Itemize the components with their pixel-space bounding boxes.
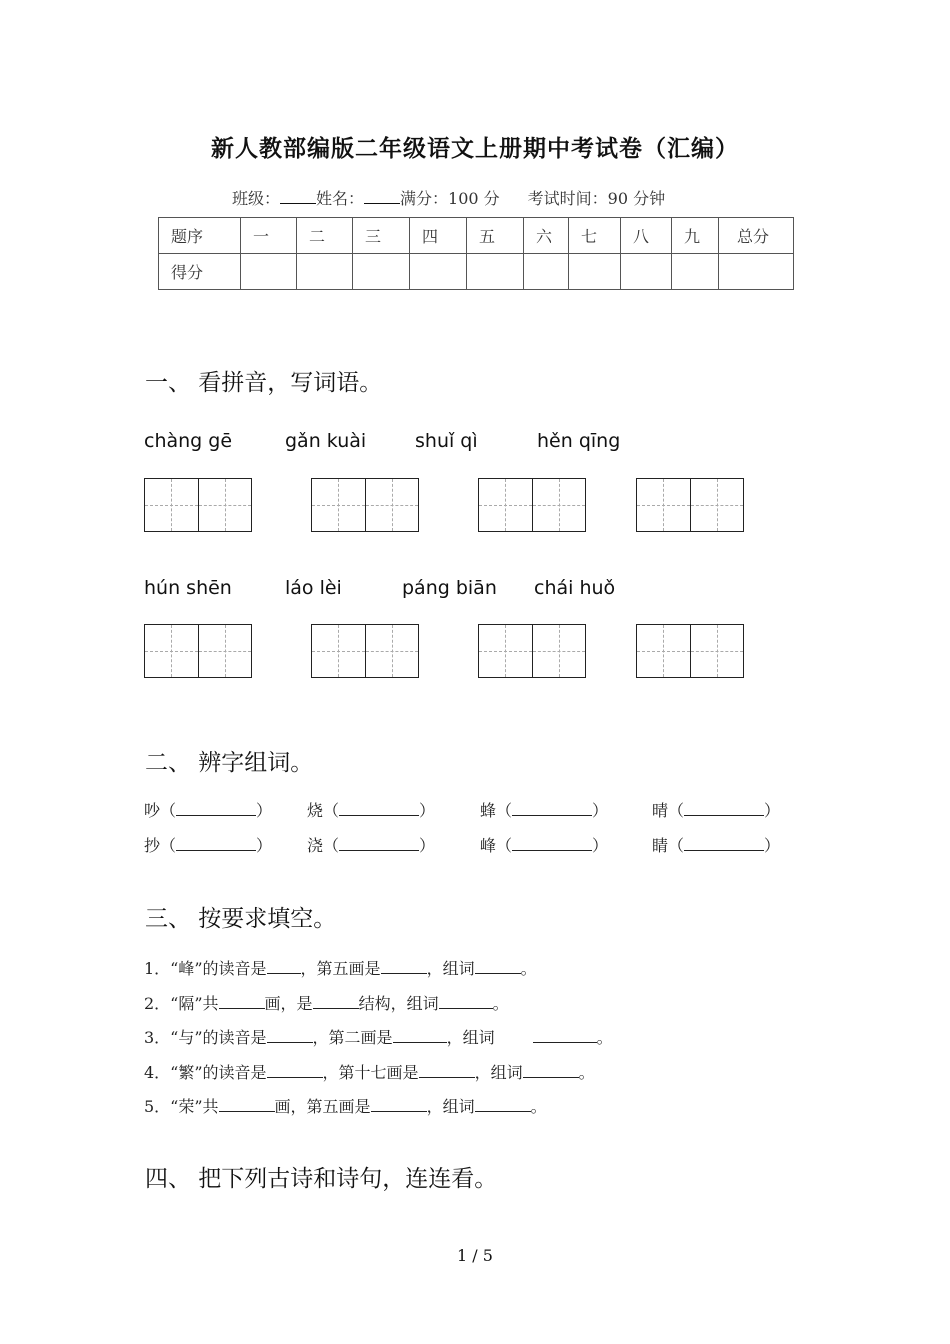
score-cell[interactable]: [524, 254, 569, 290]
score-header-cell: 总分: [719, 218, 794, 254]
score-cell[interactable]: [621, 254, 672, 290]
answer-blank[interactable]: [512, 801, 592, 816]
answer-blank[interactable]: [219, 994, 265, 1009]
answer-blank[interactable]: [219, 1097, 275, 1112]
score-table-header: [159, 218, 794, 254]
fill-item: 5．“荣”共 画，第五画是 ，组词 。: [144, 1097, 547, 1116]
section4-title: 四、 把下列古诗和诗句，连连看。: [145, 1166, 498, 1192]
section3-title: 三、 按要求填空。: [145, 906, 337, 932]
pinyin: láo lèi: [285, 577, 342, 599]
exam-time: 考试时间：90 分钟: [527, 189, 666, 208]
section2-title: 二、 辨字组词。: [145, 750, 314, 776]
answer-blank[interactable]: [313, 994, 359, 1009]
score-header-cell: 题序: [159, 218, 241, 254]
answer-blank[interactable]: [176, 801, 256, 816]
answer-blank[interactable]: [381, 959, 427, 974]
writing-grid[interactable]: [478, 478, 586, 532]
score-header-cell: 四: [410, 218, 467, 254]
score-table: [158, 217, 794, 290]
char-word-item: 晴（ ）: [652, 801, 781, 820]
score-cell[interactable]: [672, 254, 719, 290]
answer-blank[interactable]: [684, 801, 764, 816]
answer-blank[interactable]: [419, 1063, 475, 1078]
answer-blank[interactable]: [393, 1028, 447, 1043]
answer-blank[interactable]: [176, 836, 256, 851]
writing-grid[interactable]: [311, 478, 419, 532]
pinyin: hěn qīng: [537, 430, 621, 452]
pinyin: hún shēn: [144, 577, 232, 599]
fill-item: 3．“与”的读音是 ，第二画是 ，组词 。: [144, 1028, 613, 1047]
char-word-item: 睛（ ）: [652, 836, 781, 855]
char-word-item: 峰（ ）: [480, 836, 609, 855]
writing-grid[interactable]: [144, 624, 252, 678]
char-word-item: 浇（ ）: [307, 836, 436, 855]
writing-grid[interactable]: [478, 624, 586, 678]
score-header-cell: 一: [241, 218, 297, 254]
page-title: 新人教部编版二年级语文上册期中考试卷（汇编）: [211, 135, 739, 162]
score-header-cell: 六: [524, 218, 569, 254]
score-header-cell: 九: [672, 218, 719, 254]
exam-info: [232, 186, 665, 209]
name-blank[interactable]: [364, 189, 400, 204]
score-header-cell: 二: [297, 218, 353, 254]
writing-grid[interactable]: [636, 624, 744, 678]
score-cell[interactable]: [353, 254, 410, 290]
answer-blank[interactable]: [523, 1063, 579, 1078]
score-cell[interactable]: [569, 254, 621, 290]
answer-blank[interactable]: [439, 994, 493, 1009]
answer-blank[interactable]: [371, 1097, 427, 1112]
score-cell[interactable]: [297, 254, 353, 290]
answer-blank[interactable]: [684, 836, 764, 851]
score-row-label: 得分: [159, 254, 241, 290]
answer-blank[interactable]: [267, 1063, 323, 1078]
writing-grid[interactable]: [636, 478, 744, 532]
score-header-cell: 三: [353, 218, 410, 254]
score-header-cell: 八: [621, 218, 672, 254]
answer-blank[interactable]: [475, 959, 521, 974]
score-header-cell: 五: [467, 218, 524, 254]
char-word-item: 蜂（ ）: [480, 801, 609, 820]
full-score: 满分：100 分: [400, 189, 500, 208]
answer-blank[interactable]: [533, 1028, 597, 1043]
answer-blank[interactable]: [339, 801, 419, 816]
score-cell[interactable]: [241, 254, 297, 290]
score-cell[interactable]: [467, 254, 524, 290]
answer-blank[interactable]: [512, 836, 592, 851]
pinyin: chái huǒ: [534, 577, 616, 599]
score-cell[interactable]: [719, 254, 794, 290]
fill-item: 4．“繁”的读音是 ，第十七画是 ，组词 。: [144, 1063, 595, 1082]
answer-blank[interactable]: [267, 1028, 313, 1043]
pinyin: shuǐ qì: [415, 430, 478, 452]
answer-blank[interactable]: [475, 1097, 531, 1112]
class-blank[interactable]: [280, 189, 316, 204]
writing-grid[interactable]: [311, 624, 419, 678]
fill-item: 1．“峰”的读音是 ，第五画是 ，组词 。: [144, 959, 537, 978]
fill-item: 2．“隔”共 画，是 结构，组词 。: [144, 994, 509, 1013]
char-word-item: 烧（ ）: [307, 801, 436, 820]
page-number: 1 / 5: [457, 1246, 493, 1265]
writing-grid[interactable]: [144, 478, 252, 532]
pinyin: páng biān: [402, 577, 497, 599]
answer-blank[interactable]: [339, 836, 419, 851]
score-header-cell: 七: [569, 218, 621, 254]
answer-blank[interactable]: [267, 959, 301, 974]
score-cell[interactable]: [410, 254, 467, 290]
class-label: 班级：: [232, 189, 281, 208]
char-word-item: 吵（ ）: [144, 801, 273, 820]
pinyin: gǎn kuài: [285, 430, 367, 452]
score-table-row: [159, 254, 794, 290]
pinyin: chàng gē: [144, 430, 233, 452]
section1-title: 一、 看拼音，写词语。: [145, 370, 383, 396]
name-label: 姓名：: [316, 189, 365, 208]
char-word-item: 抄（ ）: [144, 836, 273, 855]
